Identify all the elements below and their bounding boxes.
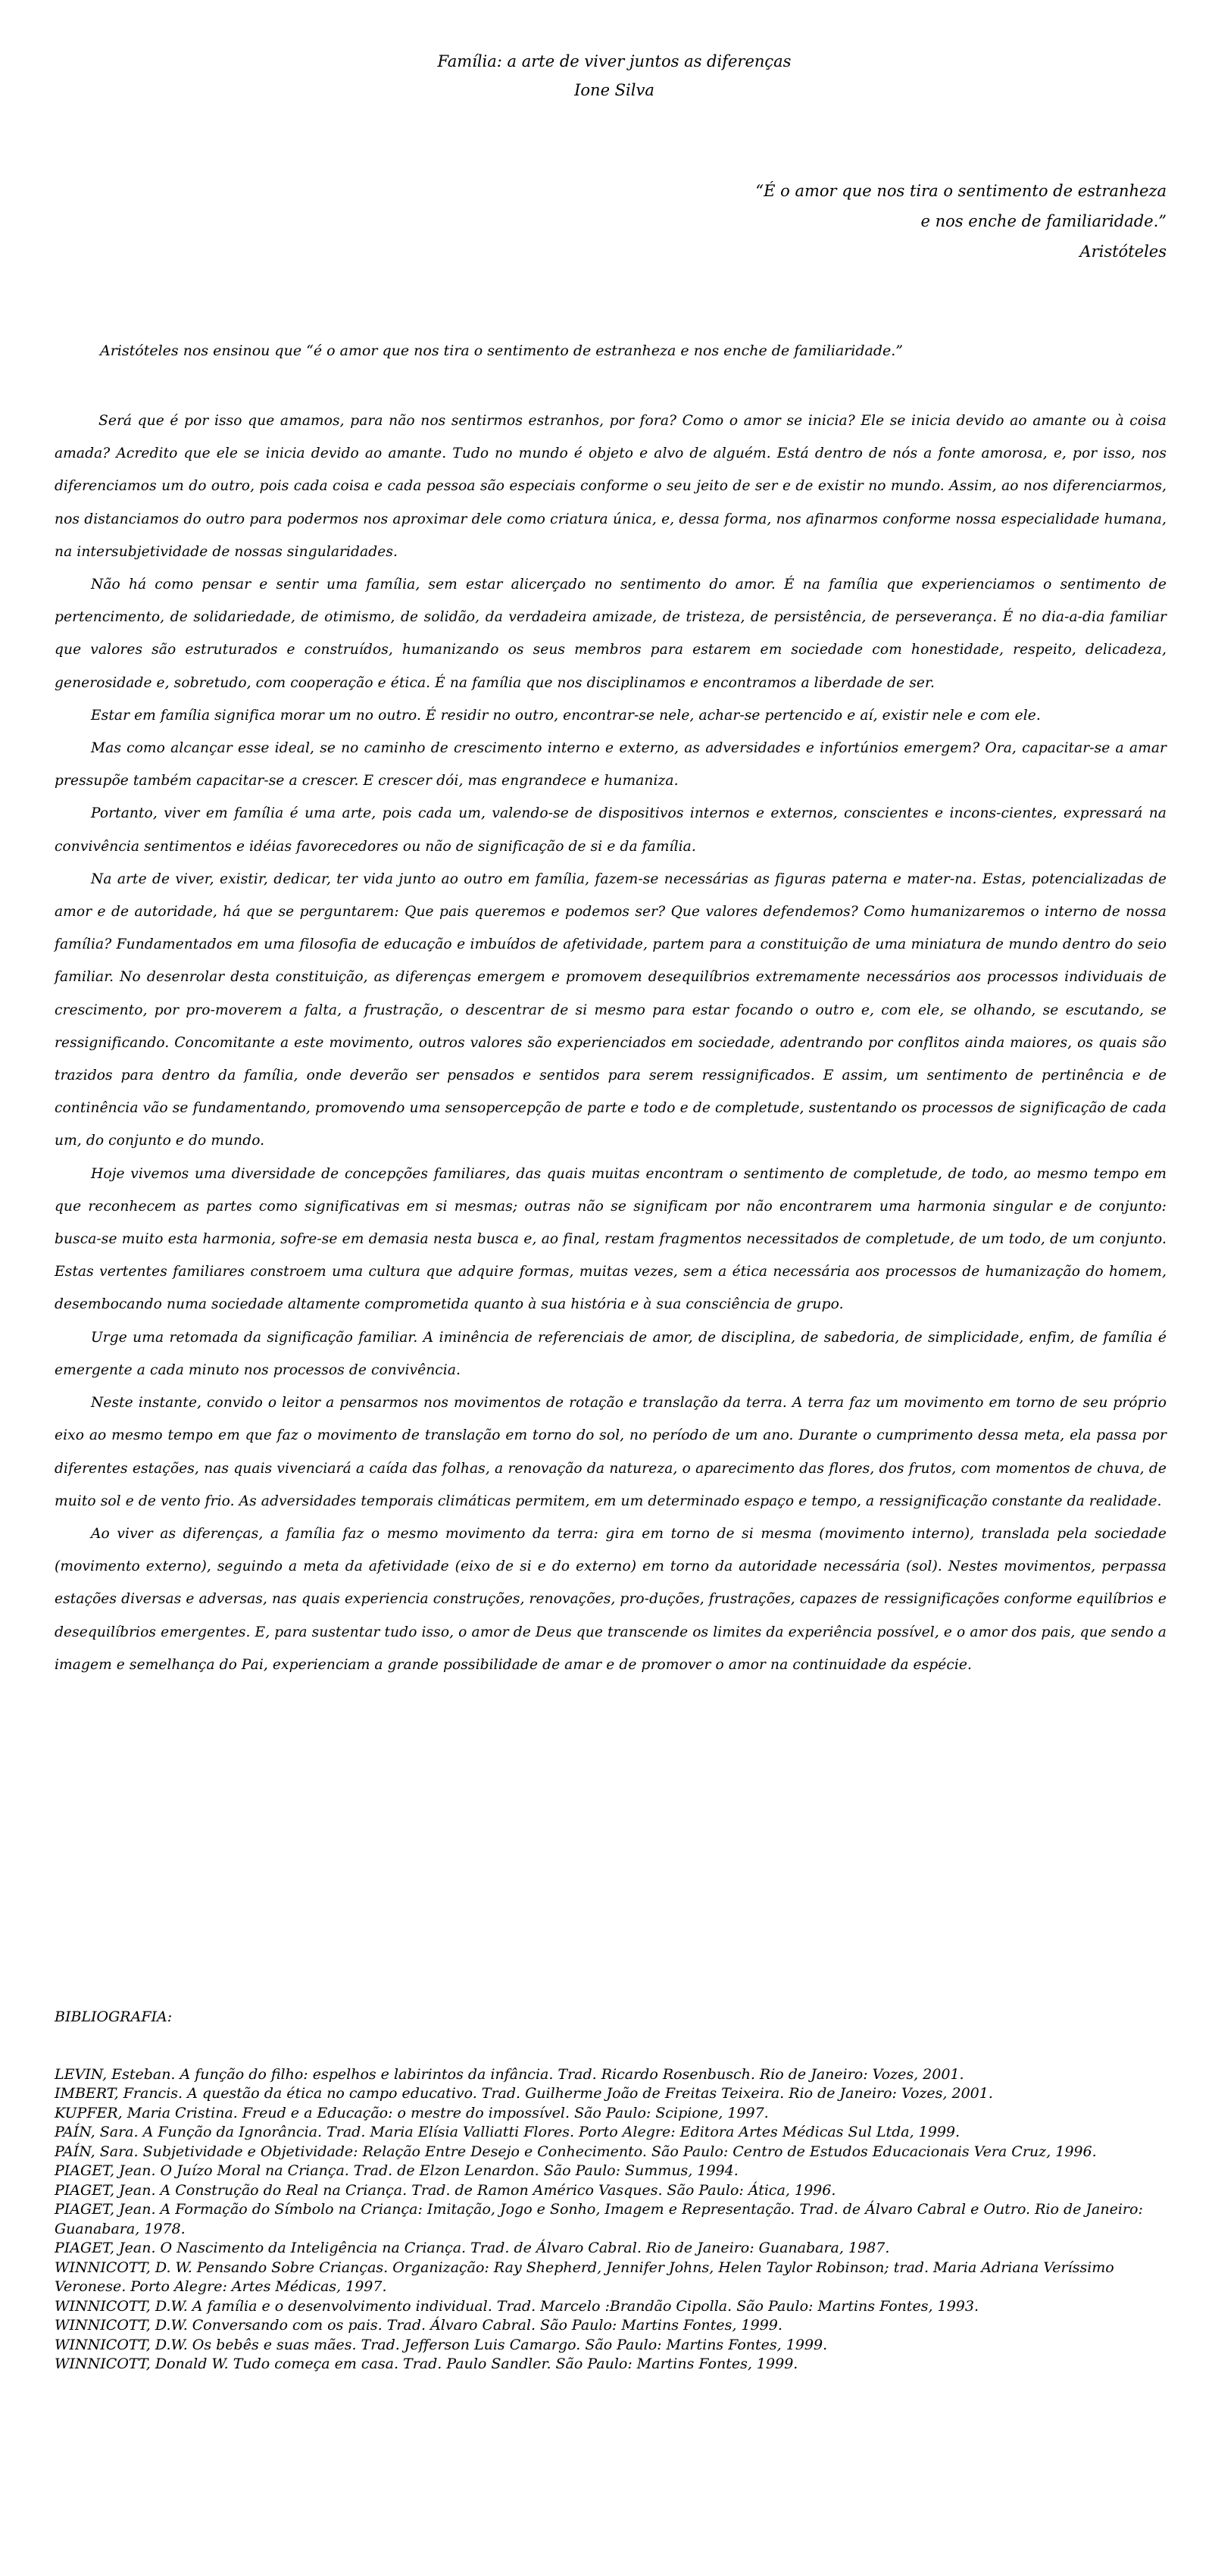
paragraph: Na arte de viver, existir, dedicar, ter vida junto ao outro em família, fazem-se necessárias as figuras paterna e mater-na. Estas, potencializadas de amor e de autoridade, há que se perguntarem: Que pais queremos e podemos ser? Que valores defendemos? Como humanizaremos o interno de nossa família? Fundamentados em uma filosofia de educação e imbuídos de afetividade, partem para a constituição de uma miniatura de mundo dentro do seio familiar. No desenrolar desta constituição, as diferenças emergem e promovem desequilíbrios extremamente necessários aos processos individuais de crescimento, por pro-moverem a falta, a frustração, o descentrar de si mesmo para estar focando o outro e, com ele, se olhando, se escutando, se ressignificando. Concomitante a este movimento, outros valores são experienciados em sociedade, adentrando por conflitos ainda maiores, os quais são trazidos para dentro da família, onde deverão ser pensados e sentidos para serem ressignificados. E assim, um sentimento de pertinência e de continência vão se fundamentando, promovendo uma sensopercepção de parte e todo e de completude, sustentando os processos de significação de cada um, do conjunto e do mundo.: [55, 871, 1167, 1149]
paragraph: Neste instante, convido o leitor a pensarmos nos movimentos de rotação e translação da terra. A terra faz um movimento em torno de seu próprio eixo ao mesmo tempo em que faz o movimento de translação em torno do sol, no período de um ano. Durante o cumprimento dessa meta, ela passa por diferentes estações, nas quais vivenciará a caída das folhas, a renovação da natureza, o aparecimento das flores, dos frutos, com momentos de chuva, de muito sol e de vento frio. As adversidades temporais climáticas permitem, em um determinado espaço e tempo, a ressignificação constante da realidade.: [55, 1395, 1167, 1509]
bibliography-entry: PIAGET, Jean. A Construção do Real na Criança. Trad. de Ramon Américo Vasques. São Paulo: Ática, 1996.: [55, 2181, 836, 2199]
paragraph: Ao viver as diferenças, a família faz o mesmo movimento da terra: gira em torno de si mesma (movimento interno), translada pela sociedade (movimento externo), seguindo a meta da afetividade (eixo de si e do externo) em torno da autoridade necessária (sol). Nestes movimentos, perpassa estações diversas e adversas, nas quais experiencia construções, renovações, pro-duções, frustrações, capazes de ressignificações conforme equilíbrios e desequilíbrios emergentes. E, para sustentar tudo isso, o amor de Deus que transcende os limites da experiência possível, e o amor dos pais, que sendo a imagem e semelhança do Pai, experienciam a grande possibilidade de amar e de promover o amor na continuidade da espécie.: [55, 1525, 1167, 1673]
bibliography-entry: PIAGET, Jean. A Formação do Símbolo na Criança: Imitação, Jogo e Sonho, Imagem e Representação. Trad. de Álvaro Cabral e Outro. Rio de Janeiro: Guanabara, 1978.: [55, 2201, 1143, 2237]
bibliography-title: BIBLIOGRAFIA:: [55, 2009, 173, 2025]
bibliography-entry: WINNICOTT, D.W. Conversando com os pais. Trad. Álvaro Cabral. São Paulo: Martins Fontes, 1999.: [55, 2317, 782, 2334]
bibliography-entry: PIAGET, Jean. O Nascimento da Inteligência na Criança. Trad. de Álvaro Cabral. Rio de Janeiro: Guanabara, 1987.: [55, 2240, 890, 2256]
paragraph: Urge uma retomada da significação familiar. A iminência de referenciais de amor, de disciplina, de sabedoria, de simplicidade, enfim, de família é emergente a cada minuto nos processos de convivência.: [55, 1329, 1167, 1378]
paragraph: Hoje vivemos uma diversidade de concepções familiares, das quais muitas encontram o sentimento de completude, de todo, ao mesmo tempo em que reconhecem as partes como significativas em si mesmas; outras não se significam por não encontrarem uma harmonia singular e de conjunto: busca-se muito esta harmonia, sofre-se em demasia nesta busca e, ao final, restam fragmentos necessitados de completude, de um todo, de um conjunto. Estas vertentes familiares constroem uma cultura que adquire formas, muitas vezes, sem a ética necessária aos processos de humanização do homem, desembocando numa sociedade altamente comprometida quanto à sua história e à sua consciência de grupo.: [55, 1165, 1167, 1313]
bibliography-entry: WINNICOTT, D.W. Os bebês e suas mães. Trad. Jefferson Luis Camargo. São Paulo: Martins Fontes, 1999.: [55, 2336, 828, 2353]
bibliography-entry: WINNICOTT, D. W. Pensando Sobre Crianças. Organização: Ray Shepherd, Jennifer Johns, Helen Taylor Robinson; trad. Maria Adriana Veríssimo Veronese. Porto Alegre: Artes Médicas, 1997.: [55, 2259, 1114, 2295]
epigraph: [755, 176, 1167, 267]
bibliography-entry: PAÍN, Sara. Subjetividade e Objetividade: Relação Entre Desejo e Conhecimento. São Paulo: Centro de Estudos Educacionais Vera Cruz, 1996.: [55, 2143, 1097, 2160]
epigraph-line: “É o amor que nos tira o sentimento de estranheza: [755, 182, 1167, 200]
epigraph-line: e nos enche de familiaridade.”: [920, 212, 1167, 230]
bibliography-entry: PIAGET, Jean. O Juízo Moral na Criança. Trad. de Elzon Lenardon. São Paulo: Summus, 1994.: [55, 2162, 739, 2179]
bibliography-entry: IMBERT, Francis. A questão da ética no campo educativo. Trad. Guilherme João de Freitas Teixeira. Rio de Janeiro: Vozes, 2001.: [55, 2085, 993, 2102]
paragraph: Mas como alcançar esse ideal, se no caminho de crescimento interno e externo, as adversidades e infortúnios emergem? Ora, capacitar-se a amar pressupõe também capacitar-se a crescer. E crescer dói, mas engrandece e humaniza.: [55, 740, 1167, 789]
document-title: Família: a arte de viver juntos as diferenças: [437, 52, 792, 70]
paragraph: Não há como pensar e sentir uma família, sem estar alicerçado no sentimento do amor. É na família que experienciamos o sentimento de pertencimento, de solidariedade, de otimismo, de solidão, da verdadeira amizade, de tristeza, de persistência, de perseverança. É no dia-a-dia familiar que valores são estruturados e construídos, humanizando os seus membros para estarem em sociedade com honestidade, respeito, delicadeza, generosidade e, sobretudo, com cooperação e ética. É na família que nos disciplinamos e encontramos a liberdade de ser.: [55, 577, 1167, 691]
bibliography: [55, 2008, 1167, 2374]
paragraph: Será que é por isso que amamos, para não nos sentirmos estranhos, por fora? Como o amor se inicia? Ele se inicia devido ao amante ou à coisa amada? Acredito que ele se inicia devido ao amante. Tudo no mundo é objeto e alvo de alguém. Está dentro de nós a fonte amorosa, e, por isso, nos diferenciamos um do outro, pois cada coisa e cada pessoa são especiais conforme o seu jeito de ser e de existir no mundo. Assim, ao nos diferenciarmos, nos distanciamos do outro para podermos nos aproximar dele como criatura única, e, dessa forma, nos afinarmos conforme nossa especialidade humana, na intersubjetividade de nossas singularidades.: [55, 413, 1167, 560]
paragraph: Portanto, viver em família é uma arte, pois cada um, valendo-se de dispositivos internos e externos, conscientes e incons-cientes, expressará na convivência sentimentos e idéias favorecedores ou não de significação de si e da família.: [55, 805, 1167, 855]
bibliography-list: [55, 2065, 1167, 2374]
essay-body: [55, 405, 1167, 1681]
bibliography-entry: KUPFER, Maria Cristina. Freud e a Educação: o mestre do impossível. São Paulo: Scipione, 1997.: [55, 2104, 769, 2121]
paragraph: Estar em família significa morar um no outro. É residir no outro, encontrar-se nele, achar-se pertencido e aí, existir nele e com ele.: [91, 707, 1041, 724]
document-header: [55, 47, 1167, 105]
bibliography-entry: PAÍN, Sara. A Função da Ignorância. Trad. Maria Elísia Valliatti Flores. Porto Alegre: Editora Artes Médicas Sul Ltda, 1999.: [55, 2124, 961, 2140]
bibliography-entry: WINNICOTT, Donald W. Tudo começa em casa. Trad. Paulo Sandler. São Paulo: Martins Fontes, 1999.: [55, 2356, 798, 2372]
bibliography-entry: WINNICOTT, D.W. A família e o desenvolvimento individual. Trad. Marcelo :Brandão Cipolla. São Paulo: Martins Fontes, 1993.: [55, 2297, 979, 2315]
intro-paragraph: Aristóteles nos ensinou que “é o amor que nos tira o sentimento de estranheza e nos enche de familiaridade.”: [100, 342, 903, 359]
document-author: Ione Silva: [574, 81, 654, 99]
bibliography-entry: LEVIN, Esteban. A função do filho: espelhos e labirintos da infância. Trad. Ricardo Rosenbusch. Rio de Janeiro: Vozes, 2001.: [55, 2065, 964, 2083]
epigraph-attribution: Aristóteles: [1079, 242, 1167, 261]
